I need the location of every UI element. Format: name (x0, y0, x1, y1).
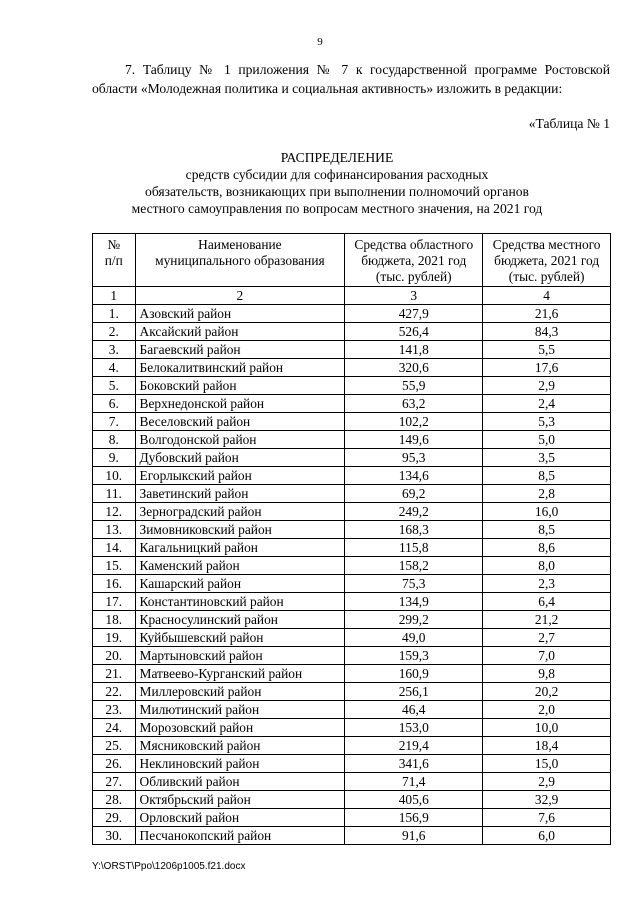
regional-budget-cell: 71,4 (345, 773, 483, 791)
table-body (93, 287, 611, 845)
table-row (93, 449, 611, 467)
local-budget-cell: 2,9 (483, 773, 611, 791)
regional-budget-cell: 526,4 (345, 323, 483, 341)
municipality-name-cell: Азовский район (135, 305, 345, 323)
paragraph-line-2: области «Молодежная политика и социальная активность» изложить в редакции: (92, 81, 563, 96)
row-number-cell: 21. (93, 665, 136, 683)
regional-budget-cell: 102,2 (345, 413, 483, 431)
municipality-name-cell: Миллеровский район (135, 683, 345, 701)
municipality-name-cell: Боковский район (135, 377, 345, 395)
row-number-cell: 27. (93, 773, 136, 791)
regional-budget-cell: 427,9 (345, 305, 483, 323)
local-budget-cell: 2,0 (483, 701, 611, 719)
header-local-budget (483, 234, 611, 287)
row-number-cell: 20. (93, 647, 136, 665)
row-number-cell: 25. (93, 737, 136, 755)
regional-budget-cell: 320,6 (345, 359, 483, 377)
table-row (93, 647, 611, 665)
local-budget-cell: 18,4 (483, 737, 611, 755)
table-row (93, 377, 611, 395)
row-number-cell: 28. (93, 791, 136, 809)
row-number-cell: 7. (93, 413, 136, 431)
row-number-cell: 6. (93, 395, 136, 413)
header-local-line-2: бюджета, 2021 год (494, 253, 600, 268)
row-number-cell: 14. (93, 539, 136, 557)
local-budget-cell: 5,3 (483, 413, 611, 431)
row-number-cell: 26. (93, 755, 136, 773)
page-number: 9 (317, 36, 323, 48)
header-regional-line-2: бюджета, 2021 год (361, 253, 467, 268)
heading-title: РАСПРЕДЕЛЕНИЕ (280, 150, 394, 165)
row-number-cell: 1. (93, 305, 136, 323)
local-budget-cell: 2,3 (483, 575, 611, 593)
regional-budget-cell: 219,4 (345, 737, 483, 755)
local-budget-cell: 15,0 (483, 755, 611, 773)
municipality-name-cell: Кагальницкий район (135, 539, 345, 557)
row-number-cell: 16. (93, 575, 136, 593)
table-row (93, 701, 611, 719)
local-budget-cell: 21,2 (483, 611, 611, 629)
heading-subtitle-1: средств субсидии для софинансирования расходных (185, 167, 489, 182)
local-budget-cell: 6,4 (483, 593, 611, 611)
municipality-name-cell: Константиновский район (135, 593, 345, 611)
municipality-name-cell: Кашарский район (135, 575, 345, 593)
row-number-cell: 2. (93, 323, 136, 341)
regional-budget-cell: 405,6 (345, 791, 483, 809)
municipality-name-cell: Багаевский район (135, 341, 345, 359)
table-row (93, 413, 611, 431)
row-number-cell: 22. (93, 683, 136, 701)
index-cell: 2 (135, 287, 345, 305)
table-row (93, 521, 611, 539)
regional-budget-cell: 159,3 (345, 647, 483, 665)
table-row (93, 593, 611, 611)
table-row (93, 809, 611, 827)
index-cell: 3 (345, 287, 483, 305)
row-number-cell: 10. (93, 467, 136, 485)
local-budget-cell: 7,6 (483, 809, 611, 827)
heading-subtitle-2: обязательств, возникающих при выполнении полномочий органов (145, 184, 529, 199)
table-row (93, 791, 611, 809)
regional-budget-cell: 168,3 (345, 521, 483, 539)
local-budget-cell: 3,5 (483, 449, 611, 467)
municipality-name-cell: Зимовниковский район (135, 521, 345, 539)
row-number-cell: 23. (93, 701, 136, 719)
header-municipality-line-2: муниципального образования (155, 253, 325, 268)
table-row (93, 755, 611, 773)
regional-budget-cell: 256,1 (345, 683, 483, 701)
municipality-name-cell: Куйбышевский район (135, 629, 345, 647)
index-cell: 1 (93, 287, 136, 305)
local-budget-cell: 2,9 (483, 377, 611, 395)
regional-budget-cell: 249,2 (345, 503, 483, 521)
row-number-cell: 12. (93, 503, 136, 521)
municipality-name-cell: Белокалитвинский район (135, 359, 345, 377)
regional-budget-cell: 63,2 (345, 395, 483, 413)
table-row (93, 773, 611, 791)
local-budget-cell: 2,8 (483, 485, 611, 503)
municipality-name-cell: Дубовский район (135, 449, 345, 467)
row-number-cell: 3. (93, 341, 136, 359)
municipality-name-cell: Милютинский район (135, 701, 345, 719)
table-row (93, 431, 611, 449)
table-row (93, 467, 611, 485)
municipality-name-cell: Аксайский район (135, 323, 345, 341)
regional-budget-cell: 75,3 (345, 575, 483, 593)
municipality-name-cell: Каменский район (135, 557, 345, 575)
table-header (93, 234, 611, 287)
municipality-name-cell: Егорлыкский район (135, 467, 345, 485)
row-number-cell: 24. (93, 719, 136, 737)
local-budget-cell: 17,6 (483, 359, 611, 377)
table-row (93, 485, 611, 503)
column-index-row (93, 287, 611, 305)
table-row (93, 323, 611, 341)
municipality-name-cell: Песчанокопский район (135, 827, 345, 845)
header-number-line-1: № (107, 237, 121, 252)
row-number-cell: 8. (93, 431, 136, 449)
municipality-name-cell: Красносулинский район (135, 611, 345, 629)
table-row (93, 539, 611, 557)
local-budget-cell: 6,0 (483, 827, 611, 845)
local-budget-cell: 10,0 (483, 719, 611, 737)
regional-budget-cell: 91,6 (345, 827, 483, 845)
regional-budget-cell: 160,9 (345, 665, 483, 683)
municipality-name-cell: Матвеево-Курганский район (135, 665, 345, 683)
row-number-cell: 17. (93, 593, 136, 611)
row-number-cell: 18. (93, 611, 136, 629)
regional-budget-cell: 115,8 (345, 539, 483, 557)
table-row (93, 737, 611, 755)
index-cell: 4 (483, 287, 611, 305)
table-reference: «Таблица № 1 (528, 116, 610, 131)
municipality-name-cell: Неклиновский район (135, 755, 345, 773)
regional-budget-cell: 95,3 (345, 449, 483, 467)
local-budget-cell: 8,5 (483, 521, 611, 539)
table-row (93, 341, 611, 359)
regional-budget-cell: 134,9 (345, 593, 483, 611)
regional-budget-cell: 55,9 (345, 377, 483, 395)
municipality-name-cell: Мартыновский район (135, 647, 345, 665)
distribution-table (92, 233, 611, 845)
regional-budget-cell: 299,2 (345, 611, 483, 629)
amendment-paragraph (92, 60, 610, 98)
local-budget-cell: 7,0 (483, 647, 611, 665)
municipality-name-cell: Мясниковский район (135, 737, 345, 755)
file-path-footer: Y:\ORST\Ppo\1206p1005.f21.docx (92, 861, 246, 872)
table-row (93, 557, 611, 575)
municipality-name-cell: Морозовский район (135, 719, 345, 737)
local-budget-cell: 2,4 (483, 395, 611, 413)
local-budget-cell: 9,8 (483, 665, 611, 683)
header-regional-line-1: Средства областного (354, 237, 474, 252)
row-number-cell: 19. (93, 629, 136, 647)
table-row (93, 359, 611, 377)
table-row (93, 665, 611, 683)
municipality-name-cell: Октябрьский район (135, 791, 345, 809)
municipality-name-cell: Орловский район (135, 809, 345, 827)
local-budget-cell: 20,2 (483, 683, 611, 701)
municipality-name-cell: Зерноградский район (135, 503, 345, 521)
table-row (93, 611, 611, 629)
table-heading (92, 149, 582, 217)
row-number-cell: 13. (93, 521, 136, 539)
regional-budget-cell: 141,8 (345, 341, 483, 359)
row-number-cell: 4. (93, 359, 136, 377)
heading-subtitle-3: местного самоуправления по вопросам местного значения, на 2021 год (131, 201, 543, 216)
regional-budget-cell: 156,9 (345, 809, 483, 827)
header-regional-budget (345, 234, 483, 287)
regional-budget-cell: 158,2 (345, 557, 483, 575)
header-regional-line-3: (тыс. рублей) (375, 269, 452, 284)
regional-budget-cell: 49,0 (345, 629, 483, 647)
row-number-cell: 9. (93, 449, 136, 467)
local-budget-cell: 16,0 (483, 503, 611, 521)
header-number (93, 234, 136, 287)
municipality-name-cell: Верхнедонской район (135, 395, 345, 413)
table-row (93, 719, 611, 737)
local-budget-cell: 5,0 (483, 431, 611, 449)
header-row (93, 234, 611, 287)
municipality-name-cell: Обливский район (135, 773, 345, 791)
table-row (93, 305, 611, 323)
table-row (93, 683, 611, 701)
local-budget-cell: 32,9 (483, 791, 611, 809)
local-budget-cell: 8,6 (483, 539, 611, 557)
local-budget-cell: 84,3 (483, 323, 611, 341)
header-local-line-3: (тыс. рублей) (508, 269, 585, 284)
municipality-name-cell: Волгодонской район (135, 431, 345, 449)
regional-budget-cell: 46,4 (345, 701, 483, 719)
local-budget-cell: 2,7 (483, 629, 611, 647)
row-number-cell: 11. (93, 485, 136, 503)
header-local-line-1: Средства местного (492, 237, 601, 252)
municipality-name-cell: Веселовский район (135, 413, 345, 431)
regional-budget-cell: 153,0 (345, 719, 483, 737)
local-budget-cell: 21,6 (483, 305, 611, 323)
table-row (93, 395, 611, 413)
municipality-name-cell: Заветинский район (135, 485, 345, 503)
local-budget-cell: 5,5 (483, 341, 611, 359)
regional-budget-cell: 134,6 (345, 467, 483, 485)
header-municipality (135, 234, 345, 287)
row-number-cell: 5. (93, 377, 136, 395)
regional-budget-cell: 69,2 (345, 485, 483, 503)
regional-budget-cell: 149,6 (345, 431, 483, 449)
table-row (93, 575, 611, 593)
table-row (93, 503, 611, 521)
header-number-line-2: п/п (104, 253, 123, 268)
header-municipality-line-1: Наименование (198, 237, 282, 252)
local-budget-cell: 8,0 (483, 557, 611, 575)
table-row (93, 629, 611, 647)
row-number-cell: 15. (93, 557, 136, 575)
row-number-cell: 29. (93, 809, 136, 827)
row-number-cell: 30. (93, 827, 136, 845)
table-row (93, 827, 611, 845)
paragraph-line-1: 7. Таблицу № 1 приложения № 7 к государственной программе Ростовской (125, 62, 610, 77)
local-budget-cell: 8,5 (483, 467, 611, 485)
regional-budget-cell: 341,6 (345, 755, 483, 773)
